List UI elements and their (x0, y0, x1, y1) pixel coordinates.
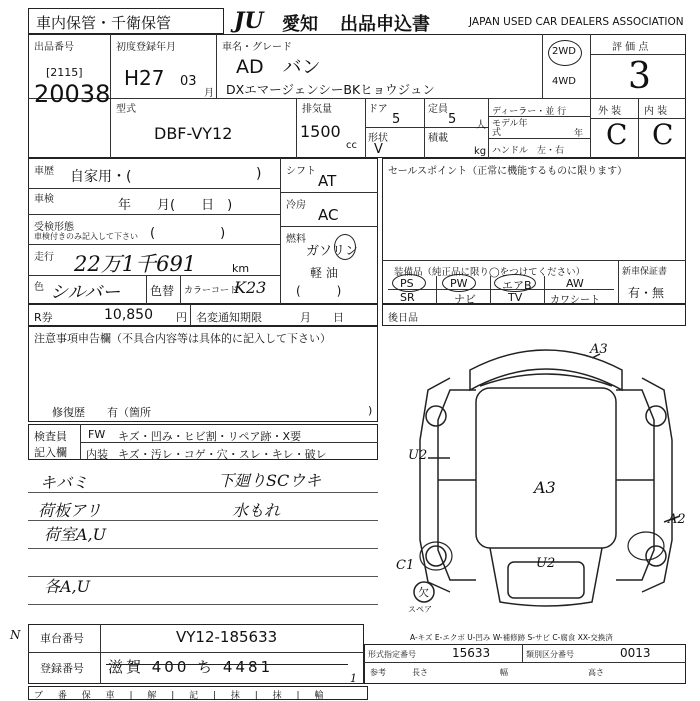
remark-line-5 (28, 604, 378, 605)
reg-label: 登録番号 (40, 662, 84, 675)
length-label: 長さ (412, 668, 428, 677)
remark-5: 水もれ (232, 501, 281, 520)
color-code: K23 (234, 278, 267, 297)
approval-value: 15633 (452, 646, 491, 660)
interior-grade: C (652, 118, 674, 151)
inspector-label: 検査員 (34, 430, 67, 443)
drive-2wd: 2WD (552, 46, 576, 57)
mark-left: U2 (408, 448, 428, 463)
spare-label: スペア (408, 605, 432, 614)
fuel-paren: ( ) (296, 284, 342, 298)
eval-divider (590, 54, 686, 55)
notice-value: 月 日 (300, 311, 344, 324)
hist-row2 (28, 214, 280, 215)
front-glass (480, 374, 612, 386)
n-mark: N (10, 628, 21, 642)
ac-value: AC (318, 206, 339, 224)
div-reg (216, 34, 217, 98)
reg-value: 滋賀 400 ち 4481 (108, 658, 274, 676)
doors: 5 (392, 112, 401, 127)
model: DBF-VY12 (154, 124, 233, 143)
sales-point-label: セールスポイント（正常に機能するものに限ります） (388, 166, 628, 177)
hist-row1 (28, 188, 280, 189)
remark-6: 各A,U (44, 577, 91, 596)
div-drive (542, 34, 543, 98)
eval-score: 3 (628, 56, 651, 97)
equip-v3 (544, 276, 545, 304)
model-label: 型式 (116, 104, 136, 115)
equip-navi: ナビ (454, 293, 476, 306)
roof-outline (476, 388, 616, 548)
top-row-divider (28, 98, 686, 99)
form-title: 出品申込書 (340, 14, 430, 35)
approval-div (522, 644, 523, 662)
received-note: 車検付きのみ記入して下さい (34, 232, 138, 241)
association-name: JAPAN USED CAR DEALERS ASSOCIATION (469, 16, 684, 28)
exin-split (638, 98, 639, 158)
interior-items-label: 内装 (86, 448, 108, 461)
circle-pw (442, 274, 476, 292)
warranty-value: 有・無 (628, 286, 665, 300)
wheel-rear-left (426, 546, 446, 566)
capacity-label: 定員 (428, 104, 448, 115)
first-reg-month: 03 (180, 74, 197, 89)
lot-code: [2115] (46, 66, 83, 79)
div-disp (296, 98, 297, 158)
equip-aw: AW (566, 277, 584, 290)
side-mark: 1 (350, 672, 357, 685)
color-div2 (180, 275, 181, 304)
shift-divider (280, 158, 281, 304)
equip-ps: PS (400, 277, 414, 290)
color-label: 色 (34, 282, 44, 293)
first-reg-year: H27 (124, 66, 165, 90)
color-div1 (146, 275, 147, 304)
mileage-label: 走行 (34, 252, 54, 263)
displacement: 1500 (300, 122, 341, 141)
equip-pw: PW (450, 277, 468, 290)
doors-label: ドア (368, 104, 388, 115)
remark-3: 荷室A,U (44, 525, 107, 544)
right-side (616, 390, 654, 580)
remark-4: 下廻りSCウキ (218, 471, 322, 490)
damage-legend: A-キズ E-エクボ U-凹み W-補修跡 S-サビ C-腐食 XX-交換済 (410, 633, 613, 642)
fw-items: キズ・凹み・ヒビ割・リペア跡・X要 (118, 430, 302, 443)
warranty-divider (618, 260, 619, 304)
eval-label: 評 価 点 (612, 42, 649, 53)
repair-close: ) (368, 404, 373, 417)
handle-label: ハンドル 左・右 (492, 146, 565, 156)
wheel-front-left (426, 406, 446, 426)
person-unit: 人 (476, 120, 486, 131)
name-label: 車名・グレード (222, 42, 292, 53)
model-year-label: モデル年式 (492, 119, 528, 138)
equipment-grid (388, 276, 614, 304)
entry-label: 記入欄 (34, 446, 67, 459)
warranty-label: 新車保証書 (622, 267, 668, 277)
mileage-value: 22万1千691 (74, 252, 197, 276)
div-eval (590, 34, 591, 158)
chassis-value: VY12-185633 (176, 628, 278, 646)
exterior-label: 外 装 (598, 106, 622, 117)
mark-roof: A3 (534, 478, 556, 497)
lot-number: 20038 (34, 80, 111, 108)
ac-label: 冷房 (286, 200, 306, 211)
price-div (190, 304, 191, 326)
shift-label: シフト (286, 166, 316, 177)
equip-tv: TV (508, 291, 523, 304)
equip-v1 (436, 276, 437, 304)
ju-logo: JU (234, 8, 264, 34)
fuel-label: 燃料 (286, 234, 306, 245)
interior-items: キズ・汚レ・コゲ・穴・スレ・キレ・破レ (118, 448, 327, 461)
cc-unit: cc (346, 140, 357, 151)
equip-top (382, 260, 686, 261)
chassis-div (100, 624, 101, 684)
reg-strike (106, 664, 348, 665)
equip-sr: SR (400, 291, 415, 304)
r-value: 10,850 (104, 307, 153, 323)
color-change-label: 色替 (150, 284, 175, 298)
circle-airbag (494, 274, 536, 292)
remark-line-3 (28, 548, 378, 549)
repair-label: 修復歴 有（箇所 (52, 406, 151, 419)
doc-items: ブ 番 保 車 | 解 | 記 | 抹 | 抹 | 輸 (34, 691, 330, 701)
load-label: 積載 (428, 133, 448, 144)
door-sub-divider (365, 127, 488, 128)
region-title: 愛知 (282, 14, 318, 35)
shift-row1 (280, 192, 378, 193)
drive-4wd: 4WD (552, 76, 576, 87)
fw-label: FW (88, 428, 106, 441)
year-unit: 年 (574, 129, 584, 139)
history-close: ) (256, 166, 262, 182)
color-code-label: カラーコード (184, 286, 239, 296)
height-label: 高さ (588, 668, 604, 677)
wheel-front-right (646, 406, 666, 426)
fuel-circle (334, 234, 356, 260)
remark-1: キバミ (40, 473, 89, 492)
equip-leather: カワシート (550, 295, 600, 306)
capacity: 5 (448, 112, 457, 127)
month-unit: 月 (204, 88, 214, 99)
received-paren: ( ) (150, 226, 226, 241)
mark-left-rear: C1 (396, 558, 415, 573)
r-unit: 円 (176, 311, 187, 324)
km-unit: km (232, 262, 250, 275)
mark-front: A3 (590, 342, 608, 357)
displacement-label: 排気量 (302, 104, 332, 115)
category-label: 類別区分番号 (526, 650, 574, 659)
approval-mid (364, 662, 686, 663)
mark-right-rear: A2 (668, 512, 686, 527)
remark-2: 荷板アリ (38, 501, 102, 520)
r-label: R券 (34, 311, 53, 324)
car-name: AD バン (236, 56, 321, 78)
color-value: シルバー (50, 282, 121, 303)
received-label: 受検形態 (34, 222, 74, 233)
grade: DXエマージェンシーBKヒョウジュン (226, 82, 435, 97)
equipment-label: 装備品（純正品に限り◯をつけてください） (394, 267, 586, 278)
dims-label: 参考 (370, 668, 386, 677)
storage-label: 車内保管・千衛保管 (36, 14, 172, 32)
postfit-label: 後日品 (388, 313, 418, 324)
postfit-block (382, 304, 686, 326)
history-label: 車歴 (34, 166, 54, 177)
hist-row3 (28, 244, 280, 245)
inspection-value: 年 月( 日 ) (118, 198, 233, 213)
exterior-grade: C (606, 118, 628, 151)
fuel-value: ガソリン (306, 244, 359, 259)
div-dealer (488, 98, 489, 158)
width-label: 幅 (500, 668, 508, 677)
approval-label: 形式指定番号 (368, 650, 416, 659)
inspection-label: 車検 (34, 194, 54, 205)
equip-v2 (490, 276, 491, 304)
first-reg-label: 初度登録年月 (116, 42, 176, 53)
shape: V (374, 142, 383, 157)
div-cap (424, 98, 425, 158)
left-side (438, 390, 476, 580)
circle-ps (392, 274, 426, 292)
notice-label: 名変通知期限 (196, 311, 262, 324)
shift-value: AT (318, 172, 337, 190)
history-value: 自家用・( (70, 169, 132, 185)
mark-rear: U2 (536, 556, 556, 571)
notes-label: 注意事項申告欄（不具合内容等は具体的に記入して下さい） (34, 332, 331, 345)
spare-mark: 欠 (418, 586, 429, 599)
kg-unit: kg (474, 146, 487, 157)
category-value: 0013 (620, 646, 651, 660)
equip-airbag: エアB (502, 279, 532, 292)
interior-label: 内 装 (644, 106, 668, 117)
shape-label: 形状 (368, 133, 388, 144)
chassis-mid (28, 652, 364, 653)
fuel-alt: 軽 油 (310, 266, 338, 280)
shift-row2 (280, 226, 378, 227)
lot-label: 出品番号 (34, 42, 74, 53)
chassis-label: 車台番号 (40, 632, 84, 645)
dealer-label: ディーラー・並 行 (492, 107, 567, 117)
div-door (365, 98, 366, 158)
